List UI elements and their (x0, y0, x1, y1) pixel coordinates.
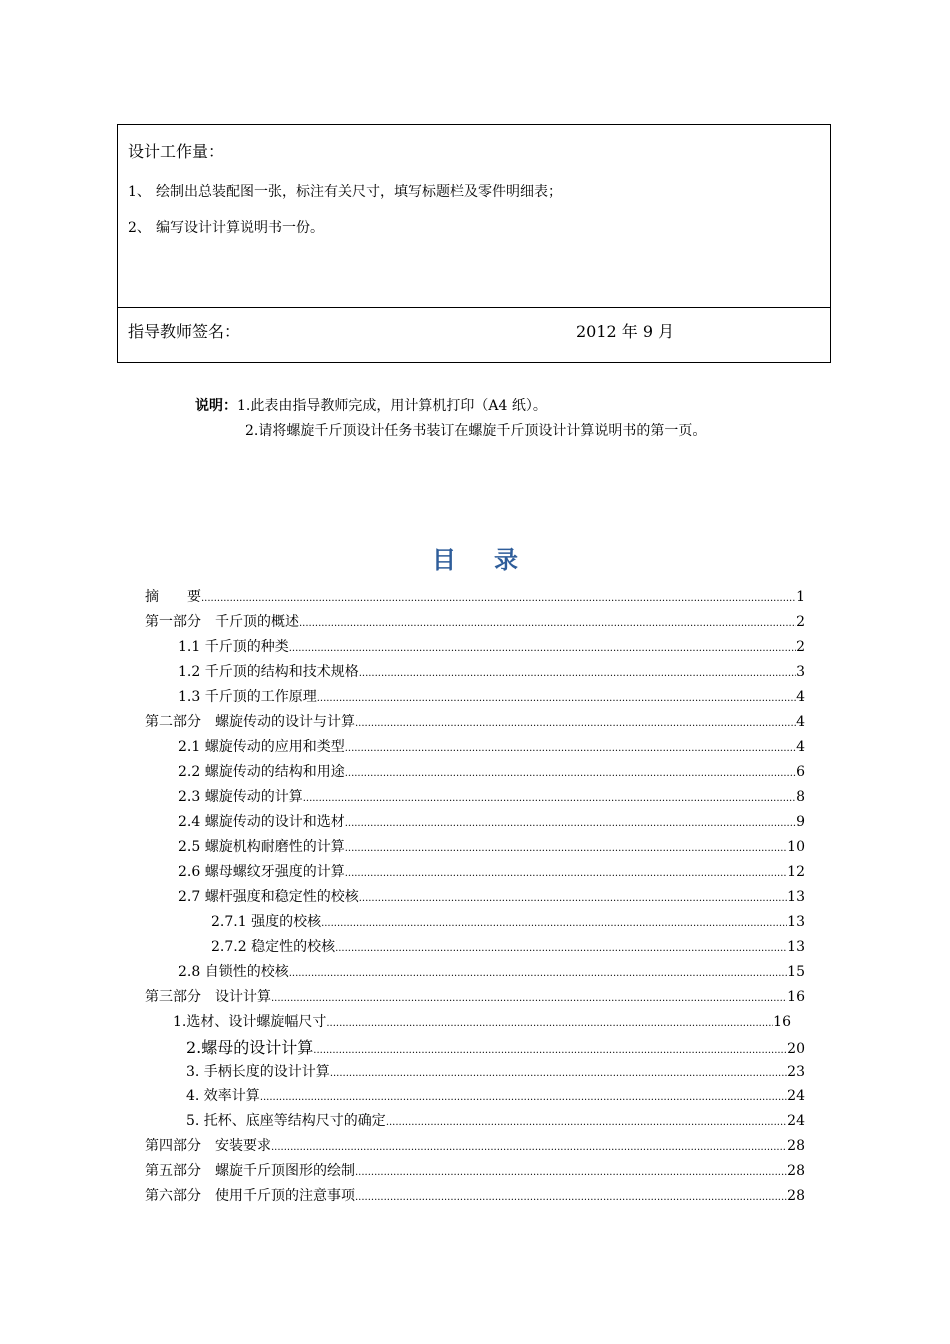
toc-entry-label: 2.1 螺旋传动的应用和类型 (178, 739, 345, 755)
toc-entry-page: 28 (787, 1163, 805, 1179)
toc-entry[interactable] (178, 836, 805, 856)
toc-entry-page: 28 (787, 1188, 805, 1204)
toc-entry-label: 第六部分 使用千斤顶的注意事项 (145, 1188, 355, 1204)
toc-entry-page: 10 (787, 839, 805, 855)
toc-entry[interactable] (145, 611, 805, 631)
toc-leader (359, 889, 787, 905)
toc-leader (326, 1014, 773, 1030)
toc-leader (355, 714, 796, 730)
toc-entry[interactable] (145, 1160, 805, 1180)
toc-entry[interactable] (178, 686, 805, 706)
task-item-number: 1、 (128, 184, 151, 200)
toc-entry-label: 2.7 螺杆强度和稳定性的校核 (178, 889, 359, 905)
toc-entry[interactable] (186, 1061, 805, 1081)
toc-leader (345, 764, 796, 780)
toc-leader (289, 639, 796, 655)
toc-leader (345, 814, 796, 830)
toc-entry[interactable] (211, 911, 805, 931)
toc-entry-page: 16 (787, 989, 805, 1005)
toc-entry[interactable] (178, 736, 805, 756)
toc-entry-page: 1 (796, 589, 805, 605)
toc-entry[interactable] (178, 961, 805, 981)
task-box (117, 124, 831, 363)
toc-leader (386, 1113, 787, 1129)
toc-leader (335, 939, 787, 955)
toc-entry-page: 12 (787, 864, 805, 880)
toc-entry-label: 1.2 千斤顶的结构和技术规格 (178, 664, 359, 680)
toc-entry[interactable] (145, 711, 805, 731)
toc-entry-page: 9 (796, 814, 805, 830)
toc-entry-label: 2.6 螺母螺纹牙强度的计算 (178, 864, 345, 880)
toc-leader (260, 1088, 787, 1104)
toc-entry-page: 24 (787, 1113, 805, 1129)
toc-entry-page: 24 (787, 1088, 805, 1104)
toc-entry-label: 2.5 螺旋机构耐磨性的计算 (178, 839, 345, 855)
toc-entry[interactable] (186, 1035, 805, 1055)
toc-entry-page: 28 (787, 1138, 805, 1154)
toc-entry-label: 2.3 螺旋传动的计算 (178, 789, 303, 805)
toc-entry[interactable] (178, 636, 805, 656)
toc-leader (345, 739, 796, 755)
toc-entry-label: 1.1 千斤顶的种类 (178, 639, 289, 655)
toc-entry-page: 6 (796, 764, 805, 780)
toc-entry[interactable] (178, 886, 805, 906)
toc-entry[interactable] (145, 986, 805, 1006)
toc-leader (317, 689, 796, 705)
toc-entry-label: 第一部分 千斤顶的概述 (145, 614, 299, 630)
task-item-number: 2、 (128, 220, 151, 236)
toc-entry-page: 2 (796, 639, 805, 655)
toc-entry[interactable] (145, 586, 805, 606)
toc-entry-label: 5. 托杯、底座等结构尺寸的确定 (186, 1113, 386, 1129)
toc-leader (201, 589, 796, 605)
toc-entry[interactable] (178, 861, 805, 881)
toc-entry-page: 4 (796, 739, 805, 755)
toc-leader (271, 1138, 787, 1154)
toc-leader (330, 1064, 787, 1080)
toc-entry[interactable] (145, 1135, 805, 1155)
toc-entry-label: 3. 手柄长度的设计计算 (186, 1064, 330, 1080)
teacher-signature-label: 指导教师签名： (128, 322, 241, 341)
toc-entry-label: 1.选材、设计螺旋幅尺寸 (173, 1014, 327, 1030)
note-line-1 (195, 395, 547, 415)
toc-entry-label: 第四部分 安装要求 (145, 1138, 271, 1154)
note-text-1: 1.此表由指导教师完成，用计算机打印（A4 纸）。 (237, 398, 547, 414)
toc-entry-page: 4 (796, 714, 805, 730)
toc-entry-page: 13 (787, 939, 805, 955)
toc-entry-page: 23 (787, 1064, 805, 1080)
toc-entry-label: 2.7.2 稳定性的校核 (211, 939, 336, 955)
toc-leader (345, 839, 787, 855)
toc-entry[interactable] (186, 1085, 805, 1105)
toc-entry-page: 4 (796, 689, 805, 705)
toc-entry[interactable] (173, 1011, 791, 1031)
toc-leader (345, 864, 787, 880)
toc-entry-label: 摘 要 (145, 589, 201, 605)
toc-leader (299, 614, 796, 630)
toc-entry-label: 4. 效率计算 (186, 1088, 260, 1104)
toc-entry-label: 1.3 千斤顶的工作原理 (178, 689, 317, 705)
toc-entry[interactable] (178, 811, 805, 831)
note-label: 说明： (195, 398, 237, 414)
toc-entry-page: 2 (796, 614, 805, 630)
toc-entry-label: 第二部分 螺旋传动的设计与计算 (145, 714, 355, 730)
toc-entry-page: 3 (796, 664, 805, 680)
toc-entry-page: 16 (773, 1014, 791, 1030)
toc-entry-page: 13 (787, 914, 805, 930)
toc-entry[interactable] (178, 661, 805, 681)
toc-entry[interactable] (178, 761, 805, 781)
toc-title: 目录 (432, 545, 556, 574)
toc-entry-label: 第三部分 设计计算 (145, 989, 271, 1005)
toc-entry-label: 2.螺母的设计计算 (186, 1038, 314, 1057)
toc-entry[interactable] (145, 1185, 805, 1205)
toc-entry-label: 2.2 螺旋传动的结构和用途 (178, 764, 345, 780)
toc-entry-page: 15 (787, 964, 805, 980)
toc-entry-label: 2.8 自锁性的校核 (178, 964, 289, 980)
toc-leader (359, 664, 796, 680)
toc-leader (321, 914, 787, 930)
toc-entry-page: 8 (796, 789, 805, 805)
toc-leader (355, 1188, 787, 1204)
toc-leader (355, 1163, 787, 1179)
toc-leader (289, 964, 787, 980)
toc-entry-label: 2.7.1 强度的校核 (211, 914, 322, 930)
toc-entry-page: 13 (787, 889, 805, 905)
toc-entry-page: 20 (787, 1041, 805, 1057)
task-item (128, 217, 324, 237)
toc-entry-label: 第五部分 螺旋千斤顶图形的绘制 (145, 1163, 355, 1179)
date-text: 2012 年 9 月 (576, 322, 675, 341)
toc-leader (303, 789, 796, 805)
task-title: 设计工作量： (128, 142, 225, 161)
toc-leader (271, 989, 787, 1005)
note-line-2: 2.请将螺旋千斤顶设计任务书装订在螺旋千斤顶设计计算说明书的第一页。 (245, 423, 707, 439)
task-item-text: 编写设计计算说明书一份。 (156, 220, 324, 236)
toc-entry[interactable] (178, 786, 805, 806)
toc-leader (313, 1038, 787, 1057)
task-item-text: 绘制出总装配图一张，标注有关尺寸，填写标题栏及零件明细表； (156, 184, 562, 200)
task-workload-cell (118, 125, 830, 308)
toc-entry[interactable] (211, 936, 805, 956)
toc-entry[interactable] (186, 1110, 805, 1130)
task-item (128, 181, 562, 201)
toc-entry-label: 2.4 螺旋传动的设计和选材 (178, 814, 345, 830)
